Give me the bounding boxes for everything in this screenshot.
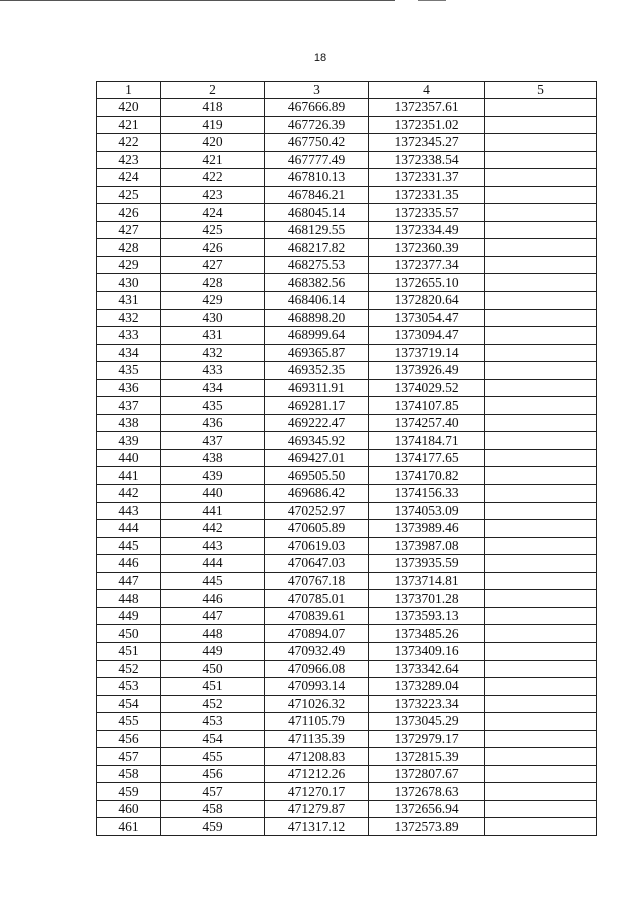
table-cell-col-1: 451 [97, 642, 161, 660]
column-header-5: 5 [485, 82, 597, 99]
table-cell-col-5 [485, 379, 597, 397]
table-cell-col-1: 422 [97, 134, 161, 152]
table-cell-col-1: 460 [97, 800, 161, 818]
column-header-4: 4 [369, 82, 485, 99]
table-row [97, 274, 597, 292]
table-cell-col-5 [485, 467, 597, 485]
table-row [97, 99, 597, 117]
table-cell-col-1: 430 [97, 274, 161, 292]
table-cell-col-2: 454 [161, 730, 265, 748]
table-cell-col-3: 470605.89 [265, 520, 369, 538]
table-cell-col-4: 1373926.49 [369, 362, 485, 380]
table-row [97, 555, 597, 573]
table-cell-col-4: 1372377.34 [369, 256, 485, 274]
table-cell-col-4: 1373045.29 [369, 713, 485, 731]
table-cell-col-1: 443 [97, 502, 161, 520]
table-cell-col-5 [485, 642, 597, 660]
table-row [97, 467, 597, 485]
table-row [97, 221, 597, 239]
table-cell-col-5 [485, 221, 597, 239]
table-cell-col-2: 458 [161, 800, 265, 818]
table-cell-col-5 [485, 344, 597, 362]
table-cell-col-1: 431 [97, 292, 161, 310]
table-cell-col-4: 1373289.04 [369, 678, 485, 696]
table-cell-col-5 [485, 134, 597, 152]
table-row [97, 800, 597, 818]
table-cell-col-4: 1372655.10 [369, 274, 485, 292]
table-cell-col-3: 468999.64 [265, 327, 369, 345]
table-cell-col-4: 1374029.52 [369, 379, 485, 397]
table-row [97, 590, 597, 608]
table-cell-col-2: 419 [161, 116, 265, 134]
table-cell-col-3: 470839.61 [265, 607, 369, 625]
table-row [97, 660, 597, 678]
table-cell-col-3: 470993.14 [265, 678, 369, 696]
table-cell-col-3: 468898.20 [265, 309, 369, 327]
table-cell-col-2: 430 [161, 309, 265, 327]
table-row [97, 485, 597, 503]
table-row [97, 783, 597, 801]
table-row [97, 695, 597, 713]
table-cell-col-5 [485, 362, 597, 380]
table-cell-col-5 [485, 818, 597, 836]
table-row [97, 449, 597, 467]
table-cell-col-4: 1372360.39 [369, 239, 485, 257]
table-cell-col-3: 468382.56 [265, 274, 369, 292]
table-cell-col-4: 1372331.37 [369, 169, 485, 187]
table-cell-col-2: 427 [161, 256, 265, 274]
table-row [97, 678, 597, 696]
table-cell-col-4: 1374156.33 [369, 485, 485, 503]
table-cell-col-3: 468129.55 [265, 221, 369, 239]
table-cell-col-5 [485, 186, 597, 204]
table-cell-col-4: 1373701.28 [369, 590, 485, 608]
table-cell-col-5 [485, 151, 597, 169]
table-body [97, 99, 597, 836]
table-cell-col-3: 471270.17 [265, 783, 369, 801]
table-cell-col-4: 1373989.46 [369, 520, 485, 538]
table-cell-col-2: 420 [161, 134, 265, 152]
table-cell-col-5 [485, 449, 597, 467]
table-cell-col-2: 456 [161, 765, 265, 783]
table-cell-col-2: 428 [161, 274, 265, 292]
table-cell-col-3: 471279.87 [265, 800, 369, 818]
table-cell-col-5 [485, 116, 597, 134]
table-row [97, 537, 597, 555]
table-cell-col-4: 1372820.64 [369, 292, 485, 310]
table-cell-col-4: 1373485.26 [369, 625, 485, 643]
table-cell-col-5 [485, 730, 597, 748]
header-rule [0, 0, 395, 1]
table-cell-col-4: 1372351.02 [369, 116, 485, 134]
table-cell-col-3: 469427.01 [265, 449, 369, 467]
table-cell-col-5 [485, 309, 597, 327]
table-cell-col-1: 427 [97, 221, 161, 239]
table-cell-col-4: 1372979.17 [369, 730, 485, 748]
table-cell-col-4: 1374257.40 [369, 414, 485, 432]
table-cell-col-1: 429 [97, 256, 161, 274]
table-cell-col-5 [485, 327, 597, 345]
table-cell-col-5 [485, 485, 597, 503]
table-cell-col-3: 468045.14 [265, 204, 369, 222]
table-cell-col-3: 471135.39 [265, 730, 369, 748]
table-cell-col-4: 1373223.34 [369, 695, 485, 713]
table-cell-col-1: 444 [97, 520, 161, 538]
table-cell-col-4: 1374184.71 [369, 432, 485, 450]
table-cell-col-2: 439 [161, 467, 265, 485]
table-cell-col-4: 1373719.14 [369, 344, 485, 362]
table-cell-col-3: 468275.53 [265, 256, 369, 274]
table-cell-col-1: 445 [97, 537, 161, 555]
table-cell-col-1: 434 [97, 344, 161, 362]
table-cell-col-4: 1374053.09 [369, 502, 485, 520]
table-row [97, 239, 597, 257]
table-cell-col-2: 450 [161, 660, 265, 678]
table-row [97, 204, 597, 222]
table-cell-col-4: 1372357.61 [369, 99, 485, 117]
table-cell-col-4: 1373342.64 [369, 660, 485, 678]
table-cell-col-1: 440 [97, 449, 161, 467]
table-cell-col-4: 1373409.16 [369, 642, 485, 660]
table-cell-col-5 [485, 590, 597, 608]
table-cell-col-3: 470647.03 [265, 555, 369, 573]
table-cell-col-1: 420 [97, 99, 161, 117]
table-cell-col-4: 1373593.13 [369, 607, 485, 625]
table-cell-col-4: 1373987.08 [369, 537, 485, 555]
table-cell-col-2: 425 [161, 221, 265, 239]
table-cell-col-3: 470785.01 [265, 590, 369, 608]
table-cell-col-4: 1372331.35 [369, 186, 485, 204]
table-cell-col-2: 432 [161, 344, 265, 362]
table-cell-col-2: 459 [161, 818, 265, 836]
table-cell-col-3: 467750.42 [265, 134, 369, 152]
table-cell-col-2: 447 [161, 607, 265, 625]
table-cell-col-1: 437 [97, 397, 161, 415]
table-row [97, 625, 597, 643]
table-cell-col-3: 470966.08 [265, 660, 369, 678]
table-cell-col-1: 454 [97, 695, 161, 713]
table-cell-col-2: 424 [161, 204, 265, 222]
table-cell-col-2: 423 [161, 186, 265, 204]
table-cell-col-4: 1372815.39 [369, 748, 485, 766]
table-cell-col-4: 1372573.89 [369, 818, 485, 836]
table-row [97, 309, 597, 327]
table-row [97, 765, 597, 783]
table-cell-col-4: 1373054.47 [369, 309, 485, 327]
table-cell-col-2: 421 [161, 151, 265, 169]
table-cell-col-5 [485, 99, 597, 117]
table-cell-col-3: 467777.49 [265, 151, 369, 169]
table-cell-col-5 [485, 607, 597, 625]
table-cell-col-5 [485, 397, 597, 415]
column-header-2: 2 [161, 82, 265, 99]
table-row [97, 116, 597, 134]
table-cell-col-1: 423 [97, 151, 161, 169]
table-cell-col-4: 1373935.59 [369, 555, 485, 573]
table-cell-col-4: 1374107.85 [369, 397, 485, 415]
table-row [97, 151, 597, 169]
table-cell-col-3: 470932.49 [265, 642, 369, 660]
table-cell-col-2: 453 [161, 713, 265, 731]
table-cell-col-5 [485, 678, 597, 696]
table-cell-col-3: 470252.97 [265, 502, 369, 520]
table-cell-col-5 [485, 292, 597, 310]
table-cell-col-3: 470767.18 [265, 572, 369, 590]
table-cell-col-3: 467726.39 [265, 116, 369, 134]
table-row [97, 713, 597, 731]
table-cell-col-5 [485, 625, 597, 643]
table-cell-col-1: 447 [97, 572, 161, 590]
table-row [97, 186, 597, 204]
table-cell-col-3: 471105.79 [265, 713, 369, 731]
table-cell-col-3: 469686.42 [265, 485, 369, 503]
column-header-1: 1 [97, 82, 161, 99]
table-cell-col-2: 441 [161, 502, 265, 520]
table-cell-col-4: 1372656.94 [369, 800, 485, 818]
table-row [97, 362, 597, 380]
table-cell-col-3: 471208.83 [265, 748, 369, 766]
table-cell-col-2: 433 [161, 362, 265, 380]
table-cell-col-1: 457 [97, 748, 161, 766]
table-cell-col-1: 426 [97, 204, 161, 222]
table-cell-col-1: 432 [97, 309, 161, 327]
table-cell-col-3: 469352.35 [265, 362, 369, 380]
table-cell-col-3: 467846.21 [265, 186, 369, 204]
table-cell-col-5 [485, 695, 597, 713]
table-cell-col-5 [485, 204, 597, 222]
table-cell-col-2: 457 [161, 783, 265, 801]
table-cell-col-1: 450 [97, 625, 161, 643]
table-cell-col-4: 1372345.27 [369, 134, 485, 152]
table-cell-col-3: 470619.03 [265, 537, 369, 555]
table-cell-col-3: 469365.87 [265, 344, 369, 362]
table-row [97, 520, 597, 538]
table-row [97, 572, 597, 590]
table-cell-col-2: 429 [161, 292, 265, 310]
table-cell-col-3: 468217.82 [265, 239, 369, 257]
table-cell-col-4: 1372335.57 [369, 204, 485, 222]
table-cell-col-4: 1374170.82 [369, 467, 485, 485]
table-cell-col-1: 455 [97, 713, 161, 731]
table-cell-col-2: 436 [161, 414, 265, 432]
table-cell-col-2: 440 [161, 485, 265, 503]
table-row [97, 502, 597, 520]
table-row [97, 327, 597, 345]
table-cell-col-1: 448 [97, 590, 161, 608]
table-cell-col-5 [485, 414, 597, 432]
table-cell-col-2: 437 [161, 432, 265, 450]
table-cell-col-4: 1374177.65 [369, 449, 485, 467]
table-row [97, 134, 597, 152]
table-cell-col-3: 469345.92 [265, 432, 369, 450]
table-cell-col-2: 434 [161, 379, 265, 397]
table-cell-col-3: 471026.32 [265, 695, 369, 713]
table-cell-col-5 [485, 537, 597, 555]
table-cell-col-2: 431 [161, 327, 265, 345]
table-cell-col-5 [485, 520, 597, 538]
table-cell-col-1: 459 [97, 783, 161, 801]
table-cell-col-4: 1373714.81 [369, 572, 485, 590]
table-cell-col-5 [485, 274, 597, 292]
table-cell-col-2: 446 [161, 590, 265, 608]
table-cell-col-2: 443 [161, 537, 265, 555]
table-cell-col-1: 449 [97, 607, 161, 625]
table-row [97, 256, 597, 274]
page-number: 18 [313, 52, 327, 64]
table-cell-col-1: 436 [97, 379, 161, 397]
table-cell-col-2: 438 [161, 449, 265, 467]
table-cell-col-5 [485, 783, 597, 801]
table-cell-col-3: 469311.91 [265, 379, 369, 397]
table-cell-col-4: 1372678.63 [369, 783, 485, 801]
table-cell-col-2: 452 [161, 695, 265, 713]
table-cell-col-5 [485, 239, 597, 257]
table-cell-col-1: 438 [97, 414, 161, 432]
table-cell-col-1: 424 [97, 169, 161, 187]
table-cell-col-5 [485, 572, 597, 590]
table-cell-col-2: 449 [161, 642, 265, 660]
table-cell-col-3: 467666.89 [265, 99, 369, 117]
table-cell-col-2: 422 [161, 169, 265, 187]
table-cell-col-5 [485, 502, 597, 520]
table-cell-col-4: 1373094.47 [369, 327, 485, 345]
table-cell-col-3: 471317.12 [265, 818, 369, 836]
table-cell-col-1: 452 [97, 660, 161, 678]
table-row [97, 730, 597, 748]
table-row [97, 169, 597, 187]
table-cell-col-1: 461 [97, 818, 161, 836]
table-cell-col-5 [485, 169, 597, 187]
table-row [97, 344, 597, 362]
table-cell-col-1: 442 [97, 485, 161, 503]
table-cell-col-3: 469505.50 [265, 467, 369, 485]
table-cell-col-1: 433 [97, 327, 161, 345]
table-row [97, 607, 597, 625]
table-cell-col-1: 428 [97, 239, 161, 257]
table-cell-col-5 [485, 713, 597, 731]
table-cell-col-3: 469222.47 [265, 414, 369, 432]
table-cell-col-1: 441 [97, 467, 161, 485]
table-cell-col-2: 451 [161, 678, 265, 696]
table-cell-col-2: 445 [161, 572, 265, 590]
table-row [97, 748, 597, 766]
table-cell-col-3: 468406.14 [265, 292, 369, 310]
table-cell-col-2: 418 [161, 99, 265, 117]
table-cell-col-5 [485, 660, 597, 678]
table-cell-col-5 [485, 765, 597, 783]
table-cell-col-3: 467810.13 [265, 169, 369, 187]
table-cell-col-2: 442 [161, 520, 265, 538]
table-row [97, 292, 597, 310]
table-cell-col-1: 439 [97, 432, 161, 450]
table-cell-col-4: 1372338.54 [369, 151, 485, 169]
table-cell-col-3: 471212.26 [265, 765, 369, 783]
table-cell-col-2: 426 [161, 239, 265, 257]
table-cell-col-1: 456 [97, 730, 161, 748]
table-row [97, 397, 597, 415]
table-cell-col-2: 435 [161, 397, 265, 415]
table-row [97, 414, 597, 432]
table-row [97, 432, 597, 450]
coordinates-table [96, 81, 597, 836]
table-header-row [97, 82, 597, 99]
table-cell-col-1: 453 [97, 678, 161, 696]
table-cell-col-1: 435 [97, 362, 161, 380]
table-cell-col-5 [485, 800, 597, 818]
table-cell-col-2: 448 [161, 625, 265, 643]
table-cell-col-3: 470894.07 [265, 625, 369, 643]
table-cell-col-5 [485, 748, 597, 766]
table-cell-col-5 [485, 432, 597, 450]
column-header-3: 3 [265, 82, 369, 99]
table-cell-col-1: 458 [97, 765, 161, 783]
table-cell-col-4: 1372807.67 [369, 765, 485, 783]
table-cell-col-5 [485, 256, 597, 274]
table-row [97, 379, 597, 397]
table-cell-col-1: 446 [97, 555, 161, 573]
table-cell-col-2: 455 [161, 748, 265, 766]
table-row [97, 642, 597, 660]
table-cell-col-5 [485, 555, 597, 573]
table-cell-col-2: 444 [161, 555, 265, 573]
table-row [97, 818, 597, 836]
table-cell-col-1: 425 [97, 186, 161, 204]
table-cell-col-4: 1372334.49 [369, 221, 485, 239]
header-rule-fragment [418, 0, 446, 1]
table-cell-col-3: 469281.17 [265, 397, 369, 415]
table-cell-col-1: 421 [97, 116, 161, 134]
